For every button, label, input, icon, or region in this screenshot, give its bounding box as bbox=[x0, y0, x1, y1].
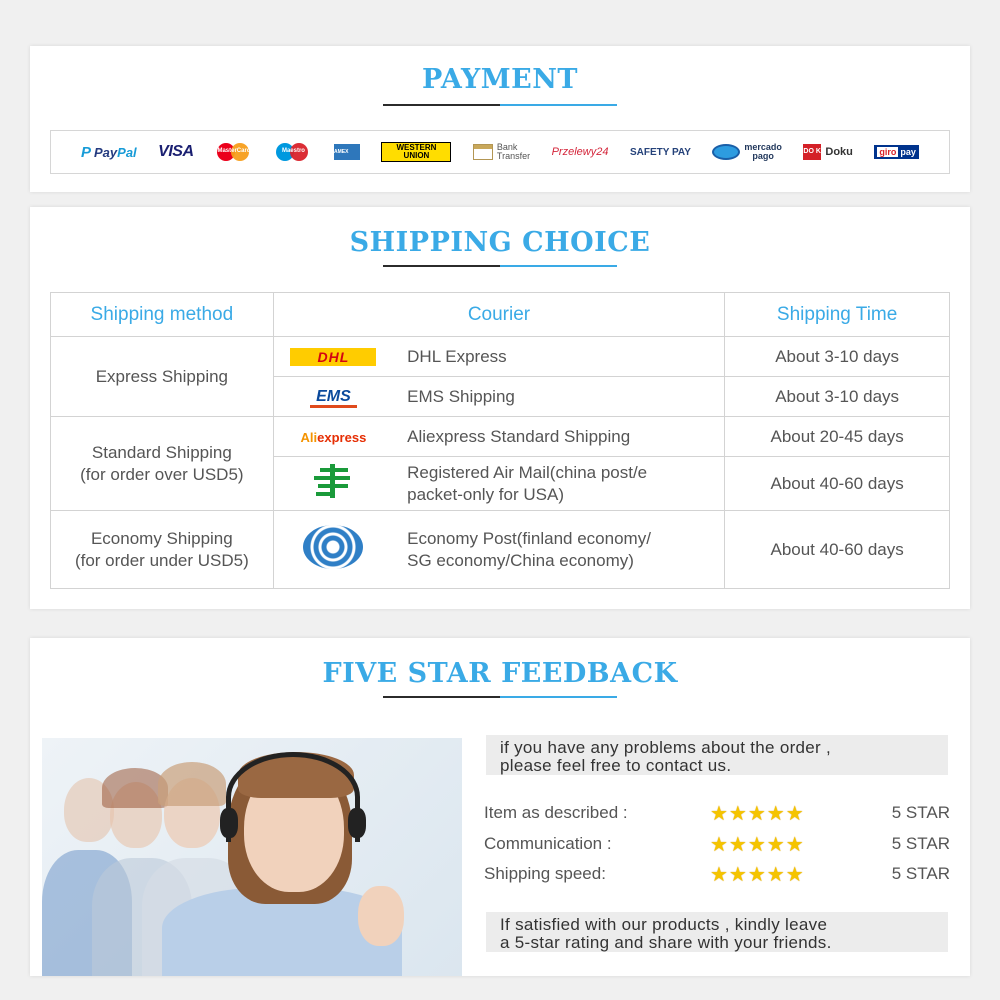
rating-label: Communication : bbox=[484, 834, 612, 853]
amex-logo: AMEX bbox=[334, 144, 360, 160]
dhl-logo: DHL bbox=[290, 348, 376, 366]
mercadopago-logo: mercado pago bbox=[712, 143, 782, 161]
paypal-logo: P Pay Pal bbox=[81, 143, 137, 161]
method-economy: Economy Shipping (for order under USD5) bbox=[51, 511, 274, 589]
feedback-title: FIVE STAR FEEDBACK bbox=[322, 658, 678, 689]
courier-name: DHL Express bbox=[393, 337, 725, 377]
courier-name: Economy Post(finland economy/ SG economy/China economy) bbox=[393, 511, 725, 589]
feedback-panel bbox=[30, 638, 970, 976]
table-row bbox=[51, 417, 950, 457]
star-icon: ★★★★★ bbox=[710, 833, 805, 856]
rating-item-described bbox=[484, 801, 954, 825]
bank-transfer-logo: Bank Transfer bbox=[473, 143, 530, 161]
payment-panel bbox=[30, 46, 970, 192]
rating-score: 5 STAR bbox=[891, 834, 950, 853]
maestro-logo: Maestro bbox=[274, 143, 312, 161]
rating-label: Item as described : bbox=[484, 803, 628, 822]
un-emblem-icon bbox=[303, 525, 363, 569]
bank-icon bbox=[473, 144, 493, 160]
payment-title: PAYMENT bbox=[422, 64, 578, 95]
przelewy24-logo: Przelewy24 bbox=[551, 146, 609, 158]
method-standard: Standard Shipping (for order over USD5) bbox=[51, 417, 274, 511]
payment-title-rule bbox=[383, 104, 617, 106]
handshake-icon bbox=[712, 144, 740, 160]
customer-service-photo bbox=[42, 738, 462, 976]
western-union-logo: WESTERN UNION bbox=[381, 142, 451, 162]
star-icon: ★★★★★ bbox=[710, 802, 805, 825]
giropay-logo: giro pay bbox=[874, 145, 919, 159]
header-shipping-method: Shipping method bbox=[51, 293, 274, 337]
star-icon: ★★★★★ bbox=[710, 863, 805, 886]
payment-methods-strip bbox=[50, 130, 950, 174]
safetypay-logo: SAFETY PAY bbox=[629, 146, 691, 158]
shipping-panel bbox=[30, 207, 970, 609]
china-post-icon bbox=[312, 464, 354, 498]
header-courier: Courier bbox=[273, 293, 725, 337]
table-row bbox=[51, 337, 950, 377]
rating-score: 5 STAR bbox=[891, 803, 950, 822]
doku-logo: DO KU Doku bbox=[803, 146, 853, 158]
shipping-time: About 40-60 days bbox=[725, 511, 950, 589]
shipping-title-rule bbox=[383, 265, 617, 267]
rating-shipping-speed bbox=[484, 862, 954, 886]
shipping-time: About 40-60 days bbox=[725, 457, 950, 511]
courier-name: Aliexpress Standard Shipping bbox=[393, 417, 725, 457]
rating-communication bbox=[484, 832, 954, 856]
shipping-table bbox=[50, 292, 950, 589]
shipping-time: About 20-45 days bbox=[725, 417, 950, 457]
contact-message-bubble: if you have any problems about the order , please feel free to contact us. bbox=[486, 735, 948, 775]
mastercard-logo: MasterCard bbox=[215, 143, 253, 161]
table-header-row bbox=[51, 293, 950, 337]
review-request-bubble: If satisfied with our products , kindly leave a 5-star rating and share with your friends. bbox=[486, 912, 948, 952]
table-row bbox=[51, 511, 950, 589]
method-express: Express Shipping bbox=[51, 337, 274, 417]
rating-score: 5 STAR bbox=[891, 864, 950, 883]
courier-name: Registered Air Mail(china post/e packet-only for USA) bbox=[393, 457, 725, 511]
shipping-title: SHIPPING CHOICE bbox=[349, 227, 651, 258]
rating-label: Shipping speed: bbox=[484, 864, 606, 883]
shipping-time: About 3-10 days bbox=[725, 377, 950, 417]
feedback-title-rule bbox=[383, 696, 617, 698]
shipping-time: About 3-10 days bbox=[725, 337, 950, 377]
visa-logo: VISA bbox=[158, 143, 194, 160]
ems-logo: EMS bbox=[310, 389, 357, 408]
courier-name: EMS Shipping bbox=[393, 377, 725, 417]
aliexpress-logo: Aliexpress bbox=[300, 429, 367, 445]
header-shipping-time: Shipping Time bbox=[725, 293, 950, 337]
